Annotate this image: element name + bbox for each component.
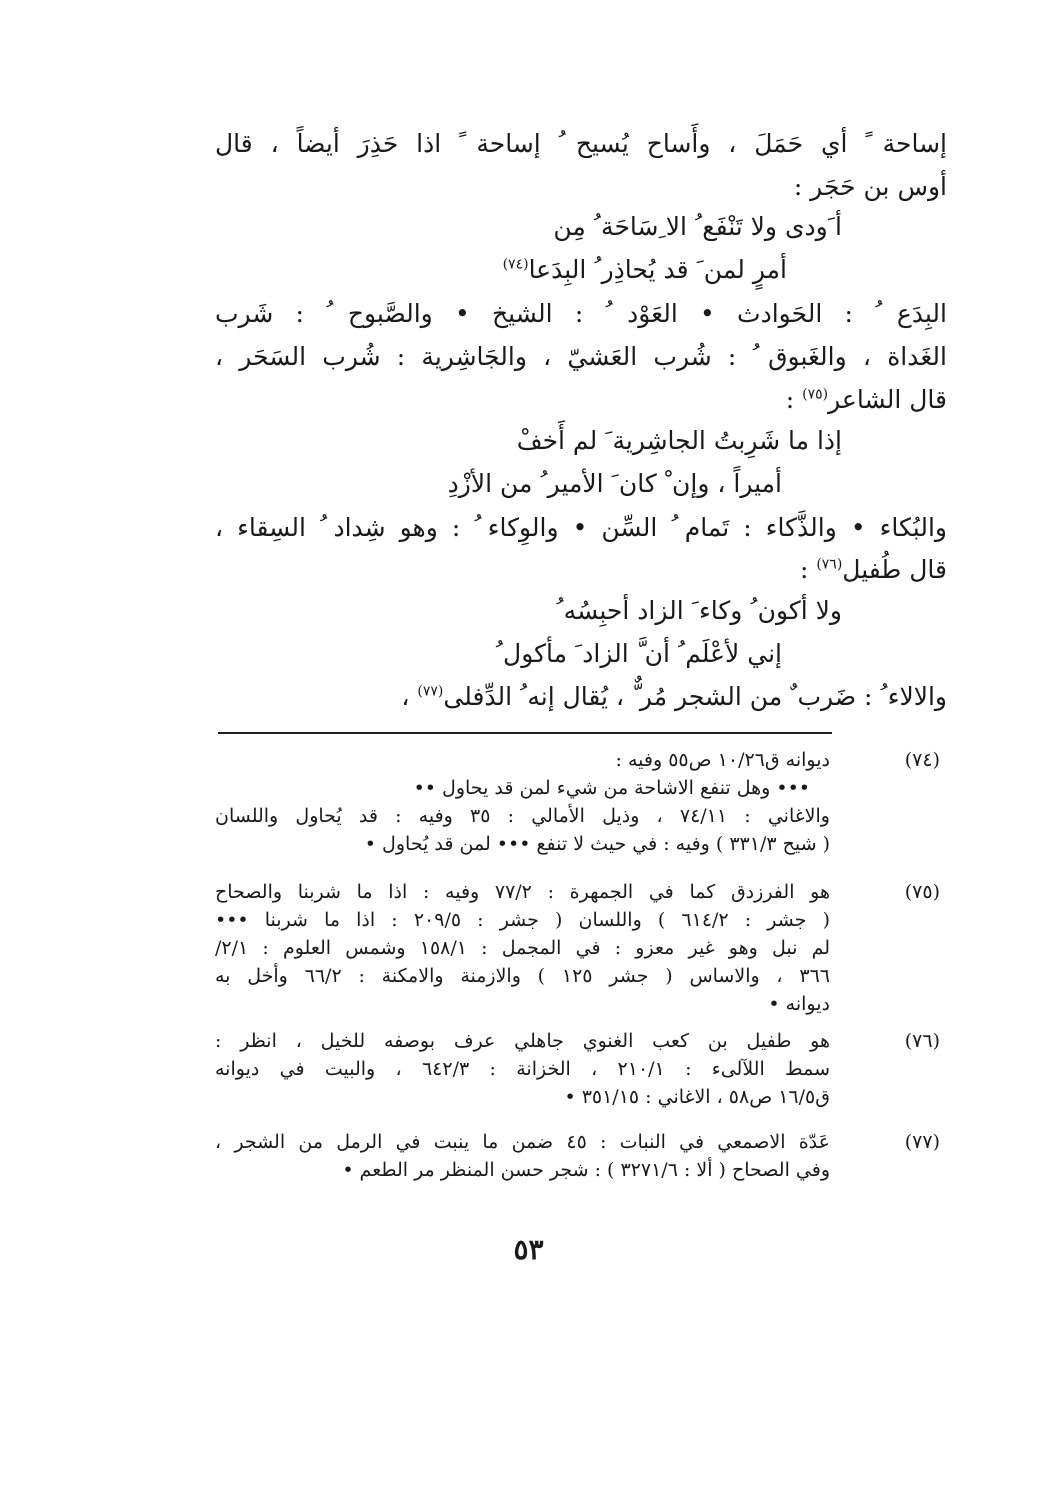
footnote-75-line-2: ( جشر : ٦١٤/٢ ) واللسان ( جشر : ٢٠٩/٥ : اذا ما شربنا •••	[215, 909, 830, 931]
footnote-75-line-5: ديوانه •	[768, 993, 830, 1015]
footnote-75-line-1: هو الفرزدق كما في الجمهرة : ٧٧/٢ وفيه : اذا ما شربنا والصحاح	[215, 881, 830, 903]
body-line-8	[401, 680, 947, 714]
poet-intro-1: قال الشاعر	[828, 385, 947, 414]
body-line-3: البِدَع ُ : الحَوادث • العَوْد ُ : الشيخ • والصَّبوح ُ : شَرب	[215, 299, 947, 328]
colon-1: :	[785, 385, 803, 414]
body-line-5	[786, 383, 947, 417]
verse-3-first-hemistich: ولا أكون ُ وكاء َ الزاد أحبِسُه ُ	[556, 596, 842, 625]
body-line-6: والبُكاء • والذَّكاء : تَمام ُ السِّن • والوِكاء ُ : وهو شِداد ُ السِقاء ،	[215, 513, 947, 542]
verse-2-first-hemistich: إذا ما شَرِبتُ الجاشِرية َ لم أَخفْ	[516, 426, 842, 455]
footnote-77-line-2: وفي الصحاح ( ألا : ٣٢٧١/٦ ) : شجر حسن المنظر مر الطعم •	[342, 1159, 830, 1181]
footnote-ref-74: (٧٤)	[502, 256, 529, 273]
page-number: ٥٣	[513, 1233, 544, 1266]
footnote-ref-75: (٧٥)	[802, 386, 829, 403]
body-line-4: الغَداة ، والغَبوق ُ : شُرب العَشيّ ، والجَاشِرية : شُرب السَحَر ،	[215, 342, 947, 371]
footnote-ref-76: (٧٦)	[816, 556, 843, 573]
poet-intro-2: قال طُفيل	[842, 555, 947, 584]
verse-3-second-hemistich: إني لأعْلَم ُ أن َّ الزاد َ مأكول ُ	[495, 639, 782, 668]
verse-1-second-hemistich	[503, 253, 787, 287]
body-line-7	[800, 553, 947, 587]
footnote-number-74: (٧٤)	[904, 749, 940, 771]
body-line-8-text: والالاء ُ : ضَرب ٌ من الشجر مُر ٌّ ، يُقال إنه ُ الدِّفلى	[443, 682, 947, 711]
body-line-1: إساحة ً أي حَمَلَ ، وأَساح يُسيح ُ إساحة ً اذا حَذِرَ أيضاً ، قال	[215, 129, 947, 158]
footnote-separator	[218, 732, 832, 734]
footnote-number-77: (٧٧)	[904, 1131, 940, 1153]
footnote-74-line-2: ••• وهل تنفع الاشاحة من شيء لمن قد يحاول ••	[413, 777, 810, 799]
footnote-number-76: (٧٦)	[904, 1030, 940, 1052]
body-line-2: أوس بن حَجَر :	[793, 172, 947, 201]
colon-2: :	[799, 555, 817, 584]
comma-1: ،	[401, 682, 418, 711]
footnote-76-line-3: ق١٦/٥ ص٥٨ ، الاغاني : ٣٥١/١٥ •	[564, 1086, 830, 1108]
footnote-74-line-1: ديوانه ق١٠/٢٦ ص٥٥ وفيه :	[615, 749, 830, 771]
verse-1-second-text: أمرٍ لمن َ قد يُحاذِر ُ البِدَعا	[528, 255, 787, 284]
footnote-74-line-4: ( شيح ٣٣١/٣ ) وفيه : في حيث لا تنفع ••• لمن قد يُحاول •	[364, 833, 830, 855]
verse-1-first-hemistich: أ َودى ولا تَنْفَع ُ الا ِسَاحَة ُ مِن	[553, 212, 842, 241]
footnote-76-line-2: سمط اللآلىء : ٢١٠/١ ، الخزانة : ٦٤٢/٣ ، والبيت في ديوانه	[215, 1058, 830, 1080]
footnote-ref-77: (٧٧)	[417, 683, 444, 700]
footnote-number-75: (٧٥)	[904, 881, 940, 903]
footnote-75-line-3: لم نبل وهو غير معزو : في المجمل : ١٥٨/١ وشمس العلوم : ٢/١/	[215, 937, 831, 959]
footnote-75-line-4: ٣٦٦ ، والاساس ( جشر ١٢٥ ) والازمنة والامكنة : ٦٦/٢ وأخل به	[215, 965, 830, 987]
footnote-74-line-3: والاغاني : ٧٤/١١ ، وذيل الأمالي : ٣٥ وفيه : قد يُحاول واللسان	[215, 805, 830, 827]
verse-2-second-hemistich: أميراً ، وإن ْ كان َ الأمير ُ من الأزْدِ	[447, 469, 782, 498]
footnote-77-line-1: عَدّة الاصمعي في النبات : ٤٥ ضمن ما ينبت في الرمل من الشجر ،	[215, 1131, 830, 1153]
footnote-76-line-1: هو طفيل بن كعب الغنوي جاهلي عرف بوصفه للخيل ، انظر :	[215, 1030, 830, 1052]
